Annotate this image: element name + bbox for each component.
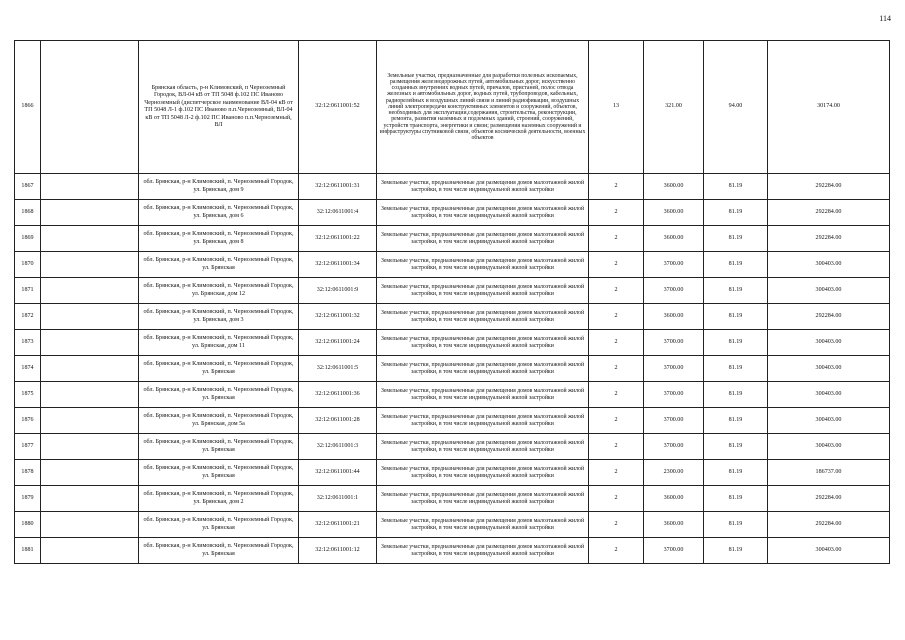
- cell-row-number: 1873: [15, 330, 41, 356]
- cell-land-use: Земельные участки, предназначенные для размещения домов малоэтажной жилой застройки, в том числе индивидуальной жилой застройки: [377, 278, 589, 304]
- cell-group-code: 2: [589, 538, 644, 564]
- cell-address: обл. Брянская, р-н Климовский, п. Черноземный Городок, ул. Брянская: [139, 252, 299, 278]
- cell-specific-value: 321.00: [644, 41, 704, 174]
- cell-empty: [41, 226, 139, 252]
- cell-empty: [41, 512, 139, 538]
- cell-area: 81.19: [704, 200, 768, 226]
- cell-address: обл. Брянская, р-н Климовский, п. Черноземный Городок, ул. Брянская, дом 3: [139, 304, 299, 330]
- cell-area: 81.19: [704, 486, 768, 512]
- cell-cadastral-value: 292284.00: [768, 200, 890, 226]
- cell-area: 81.19: [704, 356, 768, 382]
- table-row: [15, 434, 890, 460]
- cell-address: обл. Брянская, р-н Климовский, п. Черноземный Городок, ул. Брянская, дом 9: [139, 174, 299, 200]
- cell-row-number: 1872: [15, 304, 41, 330]
- cell-empty: [41, 408, 139, 434]
- cell-address: обл. Брянская, р-н Климовский, п. Черноземный Городок, ул. Брянская: [139, 538, 299, 564]
- cell-group-code: 2: [589, 486, 644, 512]
- cell-address: обл. Брянская, р-н Климовский, п. Черноземный Городок, ул. Брянская, дом 11: [139, 330, 299, 356]
- cell-cadastral-number: 32:12:0611001:12: [299, 538, 377, 564]
- cell-empty: [41, 330, 139, 356]
- cell-land-use: Земельные участки, предназначенные для размещения домов малоэтажной жилой застройки, в том числе индивидуальной жилой застройки: [377, 304, 589, 330]
- cell-specific-value: 3700.00: [644, 538, 704, 564]
- cell-land-use: Земельные участки, предназначенные для размещения домов малоэтажной жилой застройки, в том числе индивидуальной жилой застройки: [377, 434, 589, 460]
- cell-land-use: Земельные участки, предназначенные для размещения домов малоэтажной жилой застройки, в том числе индивидуальной жилой застройки: [377, 330, 589, 356]
- cell-specific-value: 3600.00: [644, 304, 704, 330]
- cell-row-number: 1876: [15, 408, 41, 434]
- cell-area: 81.19: [704, 382, 768, 408]
- cell-address: обл. Брянская, р-н Климовский, п. Черноземный Городок, ул. Брянская, дом 2: [139, 486, 299, 512]
- cell-group-code: 2: [589, 460, 644, 486]
- table-row: [15, 278, 890, 304]
- table-row: [15, 460, 890, 486]
- cell-area: 81.19: [704, 278, 768, 304]
- cell-area: 81.19: [704, 174, 768, 200]
- cell-cadastral-number: 32:12:0611001:36: [299, 382, 377, 408]
- cell-group-code: 2: [589, 434, 644, 460]
- cell-cadastral-value: 300403.00: [768, 538, 890, 564]
- cell-area: 94.00: [704, 41, 768, 174]
- cell-specific-value: 3700.00: [644, 382, 704, 408]
- cell-cadastral-value: 186737.00: [768, 460, 890, 486]
- cell-address: обл. Брянская, р-н Климовский, п. Черноземный Городок, ул. Брянская: [139, 434, 299, 460]
- cell-group-code: 2: [589, 512, 644, 538]
- cell-cadastral-number: 32:12:0611001:1: [299, 486, 377, 512]
- table-body: [15, 41, 890, 564]
- cell-row-number: 1868: [15, 200, 41, 226]
- cell-address: обл. Брянская, р-н Климовский, п. Черноземный Городок, ул. Брянская: [139, 382, 299, 408]
- cell-land-use: Земельные участки, предназначенные для размещения домов малоэтажной жилой застройки, в том числе индивидуальной жилой застройки: [377, 252, 589, 278]
- table-row: [15, 408, 890, 434]
- cell-row-number: 1875: [15, 382, 41, 408]
- cell-row-number: 1874: [15, 356, 41, 382]
- table-row: [15, 382, 890, 408]
- cell-group-code: 13: [589, 41, 644, 174]
- cell-group-code: 2: [589, 278, 644, 304]
- cell-cadastral-value: 30174.00: [768, 41, 890, 174]
- table-row: [15, 330, 890, 356]
- cell-land-use: Земельные участки, предназначенные для размещения домов малоэтажной жилой застройки, в том числе индивидуальной жилой застройки: [377, 382, 589, 408]
- cell-cadastral-value: 300403.00: [768, 408, 890, 434]
- cell-land-use: Земельные участки, предназначенные для размещения домов малоэтажной жилой застройки, в том числе индивидуальной жилой застройки: [377, 486, 589, 512]
- cell-address: обл. Брянская, р-н Климовский, п. Черноземный Городок, ул. Брянская: [139, 460, 299, 486]
- cell-specific-value: 3700.00: [644, 330, 704, 356]
- cell-specific-value: 3600.00: [644, 174, 704, 200]
- cell-empty: [41, 382, 139, 408]
- cell-cadastral-value: 300403.00: [768, 382, 890, 408]
- cell-land-use: Земельные участки, предназначенные для размещения домов малоэтажной жилой застройки, в том числе индивидуальной жилой застройки: [377, 174, 589, 200]
- cell-row-number: 1867: [15, 174, 41, 200]
- cell-area: 81.19: [704, 434, 768, 460]
- cell-empty: [41, 356, 139, 382]
- cell-row-number: 1869: [15, 226, 41, 252]
- cell-area: 81.19: [704, 330, 768, 356]
- cell-cadastral-value: 292284.00: [768, 174, 890, 200]
- cell-cadastral-number: 32:12:0611001:3: [299, 434, 377, 460]
- cell-empty: [41, 460, 139, 486]
- cell-empty: [41, 434, 139, 460]
- cell-cadastral-number: 32:12:0611001:5: [299, 356, 377, 382]
- table-row: [15, 226, 890, 252]
- cell-group-code: 2: [589, 382, 644, 408]
- cell-cadastral-number: 32:12:0611001:9: [299, 278, 377, 304]
- cell-specific-value: 3600.00: [644, 512, 704, 538]
- cell-land-use: Земельные участки, предназначенные для размещения домов малоэтажной жилой застройки, в том числе индивидуальной жилой застройки: [377, 226, 589, 252]
- cell-group-code: 2: [589, 330, 644, 356]
- cell-cadastral-value: 292284.00: [768, 512, 890, 538]
- cell-row-number: 1878: [15, 460, 41, 486]
- cell-cadastral-number: 32:12:0611001:31: [299, 174, 377, 200]
- cell-cadastral-value: 300403.00: [768, 434, 890, 460]
- cell-area: 81.19: [704, 304, 768, 330]
- table-row: [15, 252, 890, 278]
- cell-cadastral-value: 300403.00: [768, 356, 890, 382]
- cell-specific-value: 3700.00: [644, 356, 704, 382]
- cell-empty: [41, 174, 139, 200]
- cell-specific-value: 3600.00: [644, 226, 704, 252]
- cell-address: обл. Брянская, р-н Климовский, п. Черноземный Городок, ул. Брянская: [139, 356, 299, 382]
- cell-cadastral-number: 32:12:0611001:28: [299, 408, 377, 434]
- cell-empty: [41, 41, 139, 174]
- cell-row-number: 1870: [15, 252, 41, 278]
- cell-cadastral-number: 32:12:0611001:24: [299, 330, 377, 356]
- cell-specific-value: 3700.00: [644, 434, 704, 460]
- cell-specific-value: 3700.00: [644, 252, 704, 278]
- cell-row-number: 1877: [15, 434, 41, 460]
- cell-area: 81.19: [704, 512, 768, 538]
- table-row: [15, 356, 890, 382]
- cell-row-number: 1881: [15, 538, 41, 564]
- cell-cadastral-number: 32:12:0611001:44: [299, 460, 377, 486]
- cell-cadastral-number: 32:12:0611001:32: [299, 304, 377, 330]
- cell-specific-value: 3600.00: [644, 486, 704, 512]
- table-row: [15, 200, 890, 226]
- cell-area: 81.19: [704, 408, 768, 434]
- cell-group-code: 2: [589, 304, 644, 330]
- cell-land-use: Земельные участки, предназначенные для разработки полезных ископаемых, размещения железнодорожных путей, автомобильных дорог, искусственно созданных внутренних водных путей, причалов, пристаней, полос отвода железных и автомобильных дорог, водных путей, трубопроводов, кабельных, радиорелейных и воздушных линий связи и линий радиофикации, воздушных линий электропередачи конструктивных элементов и сооружений, объектов, необходимых для эксплуатации,содержания, строительства, реконструкции, ремонта, развития наземных и подземных зданий, строений, сооружений, устройств транспорта, энергетики и связи; размещения наземных сооружений и инфраструктуры спутниковой связи, объектов космической деятельности, военных объектов: [377, 41, 589, 174]
- cell-cadastral-value: 292284.00: [768, 226, 890, 252]
- cell-empty: [41, 486, 139, 512]
- cell-cadastral-value: 300403.00: [768, 252, 890, 278]
- cell-group-code: 2: [589, 226, 644, 252]
- cell-area: 81.19: [704, 252, 768, 278]
- cell-empty: [41, 252, 139, 278]
- cell-group-code: 2: [589, 252, 644, 278]
- cell-specific-value: 2300.00: [644, 460, 704, 486]
- cell-land-use: Земельные участки, предназначенные для размещения домов малоэтажной жилой застройки, в том числе индивидуальной жилой застройки: [377, 460, 589, 486]
- cell-address: обл. Брянская, р-н Климовский, п. Черноземный Городок, ул. Брянская, дом 6: [139, 200, 299, 226]
- cell-area: 81.19: [704, 226, 768, 252]
- cell-empty: [41, 278, 139, 304]
- table-row: [15, 304, 890, 330]
- cell-empty: [41, 200, 139, 226]
- cell-address: обл. Брянская, р-н Климовский, п. Черноземный Городок, ул. Брянская: [139, 512, 299, 538]
- cell-cadastral-value: 300403.00: [768, 330, 890, 356]
- table-row: [15, 512, 890, 538]
- table-row: [15, 486, 890, 512]
- table-row: [15, 538, 890, 564]
- cell-address: обл. Брянская, р-н Климовский, п. Черноземный Городок, ул. Брянская, дом 8: [139, 226, 299, 252]
- cell-cadastral-number: 32:12:0611001:52: [299, 41, 377, 174]
- cell-cadastral-value: 292284.00: [768, 486, 890, 512]
- table-row: [15, 174, 890, 200]
- table-row: [15, 41, 890, 174]
- cell-group-code: 2: [589, 200, 644, 226]
- cell-area: 81.19: [704, 538, 768, 564]
- cell-area: 81.19: [704, 460, 768, 486]
- cell-address: обл. Брянская, р-н Климовский, п. Черноземный Городок, ул. Брянская, дом 12: [139, 278, 299, 304]
- cell-address: Брянская область, р-н Климовский, п Черноземный Городок, ВЛ-04 кВ от ТП 5048 ф.102 ПС Иваново Черноземный (диспетчерское наименование ВЛ-04 кВ от ТП 5048 Л-1 ф.102 ПС Иваново п.п.Черноземный, ВЛ-04 кВ от ТП 5048 Л-2 ф.102 ПС Иваново п.п.Черноземный, ВЛ: [139, 41, 299, 174]
- cell-cadastral-number: 32:12:0611001:4: [299, 200, 377, 226]
- land-registry-table: [14, 40, 890, 564]
- cell-land-use: Земельные участки, предназначенные для размещения домов малоэтажной жилой застройки, в том числе индивидуальной жилой застройки: [377, 538, 589, 564]
- cell-land-use: Земельные участки, предназначенные для размещения домов малоэтажной жилой застройки, в том числе индивидуальной жилой застройки: [377, 408, 589, 434]
- cell-cadastral-number: 32:12:0611001:22: [299, 226, 377, 252]
- cell-cadastral-value: 292284.00: [768, 304, 890, 330]
- cell-row-number: 1879: [15, 486, 41, 512]
- cell-group-code: 2: [589, 356, 644, 382]
- cell-specific-value: 3700.00: [644, 278, 704, 304]
- cell-row-number: 1866: [15, 41, 41, 174]
- cell-group-code: 2: [589, 174, 644, 200]
- cell-land-use: Земельные участки, предназначенные для размещения домов малоэтажной жилой застройки, в том числе индивидуальной жилой застройки: [377, 512, 589, 538]
- cell-specific-value: 3700.00: [644, 408, 704, 434]
- cell-empty: [41, 538, 139, 564]
- cell-specific-value: 3600.00: [644, 200, 704, 226]
- cell-cadastral-number: 32:12:0611001:34: [299, 252, 377, 278]
- cell-cadastral-number: 32:12:0611001:21: [299, 512, 377, 538]
- cell-land-use: Земельные участки, предназначенные для размещения домов малоэтажной жилой застройки, в том числе индивидуальной жилой застройки: [377, 200, 589, 226]
- cell-row-number: 1880: [15, 512, 41, 538]
- cell-land-use: Земельные участки, предназначенные для размещения домов малоэтажной жилой застройки, в том числе индивидуальной жилой застройки: [377, 356, 589, 382]
- cell-cadastral-value: 300403.00: [768, 278, 890, 304]
- cell-group-code: 2: [589, 408, 644, 434]
- cell-address: обл. Брянская, р-н Климовский, п. Черноземный Городок, ул. Брянская, дом 5а: [139, 408, 299, 434]
- page-number: 114: [879, 14, 891, 23]
- cell-empty: [41, 304, 139, 330]
- cell-row-number: 1871: [15, 278, 41, 304]
